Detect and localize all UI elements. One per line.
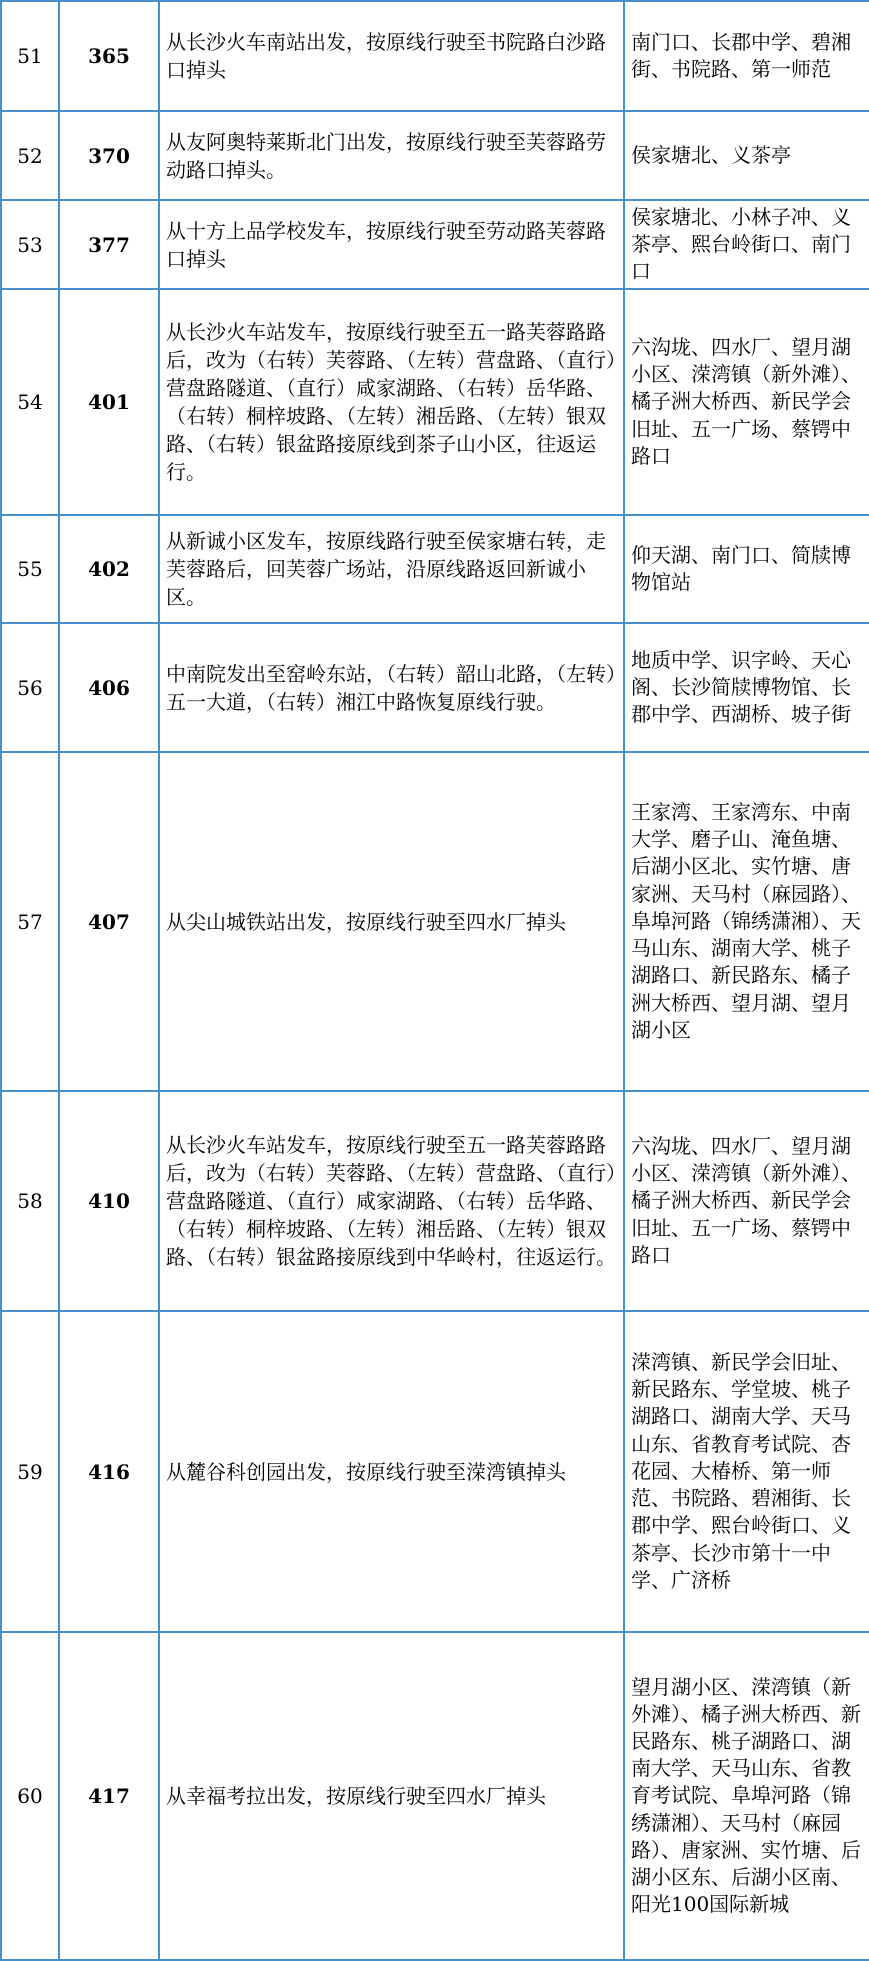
detour-description-cell [159, 623, 624, 752]
row-index: 52 [17, 143, 43, 168]
skipped-stops: 溁湾镇、新民学会旧址、新民路东、学堂坡、桃子湖路口、湖南大学、天马山东、省教育考试院、杏花园、大椿桥、第一师范、书院路、碧湘街、长郡中学、熙台岭街口、义茶亭、长沙市第十一中学、广济桥 [631, 1350, 851, 1592]
skipped-stops-cell [624, 1311, 869, 1632]
table-row [1, 111, 869, 200]
table-row [1, 1, 869, 111]
row-index-cell [1, 623, 59, 752]
row-index: 54 [17, 390, 43, 414]
row-index: 55 [17, 557, 43, 581]
table-row [1, 289, 869, 515]
skipped-stops: 南门口、长郡中学、碧湘街、书院路、第一师范 [631, 29, 851, 81]
route-number-cell [59, 1, 159, 111]
table-row [1, 200, 869, 289]
row-index-cell [1, 752, 59, 1091]
detour-description-cell [159, 289, 624, 515]
row-index-cell [1, 515, 59, 623]
detour-description: 中南院发出至窑岭东站，（右转）韶山北路，（左转）五一大道，（右转）湘江中路恢复原线行驶。 [166, 661, 616, 714]
table-row [1, 623, 869, 752]
table-row [1, 1091, 869, 1311]
table-row [1, 1311, 869, 1632]
route-number: 365 [88, 44, 130, 68]
row-index: 57 [17, 909, 43, 934]
detour-description-cell [159, 752, 624, 1091]
route-number-cell [59, 623, 159, 752]
detour-description: 从长沙火车南站出发，按原线行驶至书院路白沙路口掉头 [166, 30, 606, 82]
route-number: 417 [88, 1784, 130, 1808]
skipped-stops: 六沟垅、四水厂、望月湖小区、溁湾镇（新外滩）、橘子洲大桥西、新民学会旧址、五一广场、蔡锷中路口 [631, 1133, 861, 1267]
row-index-cell [1, 200, 59, 289]
skipped-stops: 侯家塘北、义茶亭 [631, 142, 791, 167]
detour-description: 从十方上品学校发车，按原线行驶至劳动路芙蓉路口掉头 [166, 218, 606, 271]
row-index: 60 [17, 1784, 43, 1808]
route-number: 370 [88, 143, 130, 168]
skipped-stops-cell [624, 623, 869, 752]
skipped-stops: 仰天湖、南门口、简牍博物馆站 [631, 542, 851, 594]
detour-description: 从友阿奥特莱斯北门出发，按原线行驶至芙蓉路劳动路口掉头。 [166, 129, 606, 182]
route-number-cell [59, 1632, 159, 1960]
detour-description-cell [159, 1632, 624, 1960]
skipped-stops-cell [624, 111, 869, 200]
route-number: 410 [88, 1189, 130, 1213]
route-number: 406 [88, 675, 130, 700]
route-number-cell [59, 111, 159, 200]
row-index-cell [1, 1311, 59, 1632]
route-number-cell [59, 1311, 159, 1632]
row-index: 53 [17, 232, 43, 257]
row-index-cell [1, 111, 59, 200]
detour-description-cell [159, 515, 624, 623]
skipped-stops: 地质中学、识字岭、天心阁、长沙简牍博物馆、长郡中学、西湖桥、坡子街 [631, 647, 851, 727]
row-index: 58 [17, 1189, 43, 1213]
skipped-stops: 六沟垅、四水厂、望月湖小区、溁湾镇（新外滩）、橘子洲大桥西、新民学会旧址、五一广场、蔡锷中路口 [631, 334, 861, 468]
skipped-stops: 侯家塘北、小林子冲、义茶亭、熙台岭街口、南门口 [631, 204, 851, 284]
skipped-stops-cell [624, 289, 869, 515]
skipped-stops-cell [624, 752, 869, 1091]
row-index-cell [1, 1632, 59, 1960]
skipped-stops-cell [624, 200, 869, 289]
route-number-cell [59, 200, 159, 289]
route-number-cell [59, 752, 159, 1091]
row-index-cell [1, 1091, 59, 1311]
skipped-stops-cell [624, 515, 869, 623]
route-number: 402 [88, 557, 130, 581]
detour-description-cell [159, 111, 624, 200]
row-index: 51 [17, 44, 43, 68]
row-index: 56 [17, 675, 43, 700]
skipped-stops-cell [624, 1091, 869, 1311]
detour-description: 从麓谷科创园出发，按原线行驶至溁湾镇掉头 [166, 1459, 566, 1484]
row-index-cell [1, 1, 59, 111]
row-index: 59 [17, 1459, 43, 1484]
skipped-stops: 望月湖小区、溁湾镇（新外滩）、橘子洲大桥西、新民路东、桃子湖路口、湖南大学、天马山东、省教育考试院、阜埠河路（锦绣潇湘）、天马村（麻园路）、唐家洲、实竹塘、后湖小区东、后湖小区南、阳光100国际新城 [631, 1674, 861, 1917]
table-row [1, 1632, 869, 1960]
detour-description-cell [159, 1091, 624, 1311]
detour-description-cell [159, 200, 624, 289]
detour-description-cell [159, 1, 624, 111]
skipped-stops: 王家湾、王家湾东、中南大学、磨子山、淹鱼塘、后湖小区北、实竹塘、唐家洲、天马村（麻园路）、阜埠河路（锦绣潇湘）、天马山东、湖南大学、桃子湖路口、新民路东、橘子洲大桥西、望月湖、望月湖小区 [631, 800, 861, 1042]
skipped-stops-cell [624, 1, 869, 111]
detour-description-cell [159, 1311, 624, 1632]
route-number: 401 [88, 390, 130, 414]
detour-description: 从幸福考拉出发，按原线行驶至四水厂掉头 [166, 1784, 546, 1808]
detour-description: 从尖山城铁站出发，按原线行驶至四水厂掉头 [166, 909, 566, 934]
route-number: 407 [88, 909, 130, 934]
table-row [1, 752, 869, 1091]
route-number: 377 [88, 232, 130, 257]
route-number: 416 [88, 1459, 130, 1484]
detour-description: 从长沙火车站发车，按原线行驶至五一路芙蓉路路后，改为（右转）芙蓉路、（左转）营盘路、（直行）营盘路隧道、（直行）咸家湖路、（右转）岳华路、（右转）桐梓坡路、（左转）湘岳路、（左转）银双路、（右转）银盆路接原线到中华岭村，往返运行。 [166, 1133, 616, 1269]
route-number-cell [59, 1091, 159, 1311]
skipped-stops-cell [624, 1632, 869, 1960]
route-number-cell [59, 515, 159, 623]
detour-description: 从新诚小区发车，按原线路行驶至侯家塘右转，走芙蓉路后，回芙蓉广场站，沿原线路返回新诚小区。 [166, 529, 606, 609]
table-row [1, 515, 869, 623]
row-index-cell [1, 289, 59, 515]
route-number-cell [59, 289, 159, 515]
detour-description: 从长沙火车站发车，按原线行驶至五一路芙蓉路路后，改为（右转）芙蓉路、（左转）营盘路、（直行）营盘路隧道、（直行）咸家湖路、（右转）岳华路、（右转）桐梓坡路、（左转）湘岳路、（左转）银双路、（右转）银盆路接原线到茶子山小区，往返运行。 [166, 320, 616, 484]
